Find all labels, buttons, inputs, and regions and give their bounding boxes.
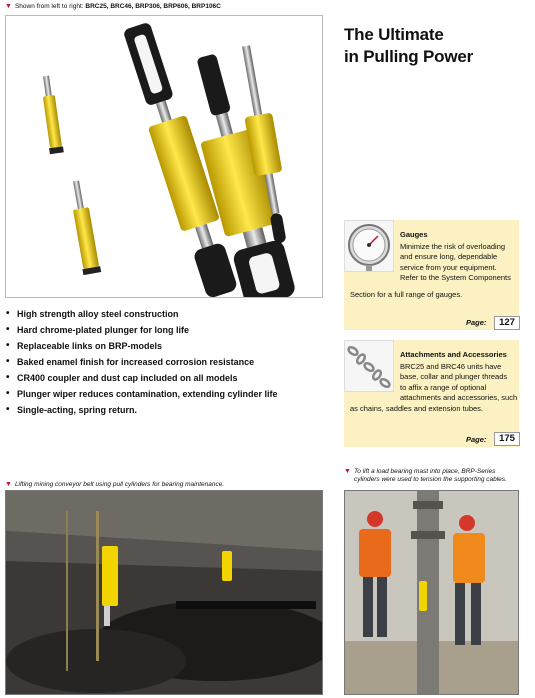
- gauge-thumbnail: [344, 220, 394, 272]
- feature-item: • Replaceable links on BRP-models: [5, 338, 325, 354]
- attachments-text-full: as chains, saddles and extension tubes.: [350, 404, 484, 413]
- gauges-text: Minimize the risk of overloading and ensure long, dependable service from your equipment. Refer to the System Components: [400, 242, 511, 283]
- feature-item: • Baked enamel finish for increased corrosion resistance: [5, 354, 325, 370]
- page-title: The Ultimate in Pulling Power: [344, 25, 474, 66]
- feature-item: • Plunger wiper reduces contamination, extending cylinder life: [5, 386, 325, 402]
- attachments-text: BRC25 and BRC46 units have base, collar and plunger threads to affix a range of optional attachments and accessories, such: [400, 362, 518, 403]
- mast-caption: ▼ To lift a load bearing mast into place, BRP-Series cylinders were used to tension the supporting cables.: [344, 468, 507, 483]
- mast-workers-photo: [344, 490, 519, 695]
- gauges-page-label: Page:: [466, 318, 487, 327]
- gauges-page-number[interactable]: 127: [494, 316, 520, 330]
- chain-thumbnail: [344, 340, 394, 392]
- cylinder-brc46: [67, 179, 101, 275]
- gauges-heading: Gauges: [400, 230, 428, 239]
- chain-icon: [345, 341, 393, 391]
- mining-conveyor-photo: [5, 490, 323, 695]
- gauges-box: [344, 220, 519, 330]
- feature-item: • CR400 coupler and dust cap included on all models: [5, 370, 325, 386]
- pressure-gauge-icon: [345, 221, 393, 271]
- feature-item: • Single-acting, spring return.: [5, 402, 325, 418]
- feature-list: [5, 306, 325, 418]
- gauges-text-full: Section for a full range of gauges.: [350, 290, 463, 299]
- mining-caption: ▼ Lifting mining conveyor belt using pull cylinders for bearing maintenance.: [5, 481, 225, 488]
- pull-cylinders-illustration: [6, 16, 322, 297]
- attachments-box: [344, 340, 519, 447]
- mast-scene-illustration: [345, 491, 518, 694]
- cylinder-brc25: [39, 75, 64, 154]
- triangle-marker-icon: ▼: [5, 481, 12, 488]
- feature-item: • High strength alloy steel construction: [5, 306, 325, 322]
- attachments-heading: Attachments and Accessories: [400, 350, 507, 359]
- attachments-page-label: Page:: [466, 435, 487, 444]
- triangle-marker-icon: ▼: [344, 468, 351, 475]
- feature-item: • Hard chrome-plated plunger for long life: [5, 322, 325, 338]
- top-caption: ▼ Shown from left to right: BRC25, BRC46, BRP306, BRP606, BRP106C: [5, 3, 221, 10]
- mine-scene-illustration: [6, 491, 322, 694]
- attachments-page-number[interactable]: 175: [494, 432, 520, 446]
- product-image: [5, 15, 323, 298]
- triangle-marker-icon: ▼: [5, 3, 12, 10]
